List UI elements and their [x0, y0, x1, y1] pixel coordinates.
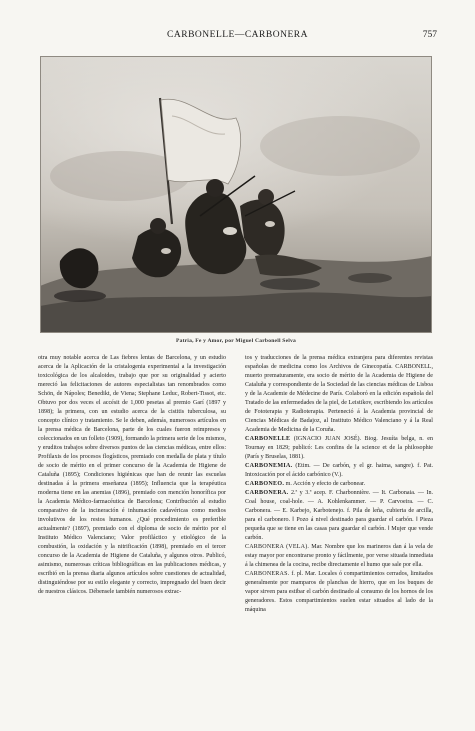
- dictionary-entry: [245, 480, 433, 489]
- entry-headword: CARBONERA (VELA).: [245, 544, 310, 551]
- entry-text: m. Acción y efecto de carbonear.: [284, 481, 366, 488]
- dictionary-entry: [245, 570, 433, 615]
- entry-text: Mar. Nombre que los marineros dan á la vela de estay mayor por encontrarse pronto y fácilmente, por verse situada inmediata á la chimenea de la cocina, recibe directamente el humo que sale por ella.: [245, 544, 433, 569]
- page-number: 757: [422, 30, 437, 40]
- body-paragraph: tos y traducciones de la prensa médica extranjera para diferentes revistas españolas de medicina como los Archivos de Ginecopatía. CARBONELL, muerto prematuramente, era socio de mérito de la Academia de Higiene de Cataluña y correspondiente de la Sociedad de las ciencias médicas de Lisboa y de la Academie de Médecine de París. Colaboró en la edición española del Tratado de las enfermedades de la piel, de Leistikov, escribiendo los artículos de Fototerapia y Radioterapia. Perteneció á la Academia provincial de Ciencias Médicas de Badajoz, al Instituto Médico Valenciano y á la Real Academia de Medicina de la Coruña.: [245, 355, 433, 434]
- running-title: CARBONELLE—CARBONERA: [167, 30, 308, 40]
- entry-headword: CARBONEMIA.: [245, 463, 293, 470]
- entry-text: (Etim. — De carbón, y el gr. haima, sangre). f. Pat. Intoxicación por el ácido carbónico (V.).: [245, 463, 433, 479]
- entry-headword: CARBONERAS.: [245, 571, 290, 578]
- entry-text: (IGNACIO JUAN JOSÉ). Biog. Jesuíta belga, n. en Tournay en 1829; publicó: Les confins de la science et de la philosophie (París y Bruselas, 1881).: [245, 436, 433, 461]
- dictionary-entry: [245, 543, 433, 570]
- entry-text: 2.ª y 3.ª acep. F. Charbonnière. — It. Carbonaia. — In. Coal house, coal-hole. — A. Kohlenkammer. — P. Carvoeira. — C. Carbonera. — E. Karbejo, Karbotenejo. f. Pila de leña, cubierta de arcilla, para el carbonero. ‖ Pozo á nivel destinado para guardar el carbón. ‖ Pieza pequeña que se tiene en las casas para guardar el carbón. ‖ Mujer que vende carbón.: [245, 490, 433, 542]
- dictionary-entry: [245, 462, 433, 480]
- dictionary-entry: [245, 435, 433, 462]
- entry-headword: CARBONELLE: [245, 436, 291, 443]
- dictionary-entry: [245, 489, 433, 543]
- body-paragraph: otra muy notable acerca de Las fiebres lentas de Barcelona, y un estudio acerca de la Aplicación de la cristalogenia experimental a la investigación toxicológica de los alcaloides, trabajo que por su originalidad y acierto mereció las felicitaciones de autores especialistas tan renombrados como Schön, de Nápoles; Benedikt, de Viena; Stephane Leduc, Robert-Tissot, etc. Obtuvo por dos veces el accésit de 1,000 pesetas al premio Garí (1897 y 1898); la primera, con un estudio acerca de la cistitis tuberculosa, su concepto clínico y tratamiento. Se le deben, además, numerosos artículos en la prensa médica de Barcelona, parte de los cuales fueron reimpresos y coleccionados en un folleto (1909), formando la primera serie de los mismos, y eruditos trabajos sobre diversos puntos de las ciencias médicas, entre ellos: Profilaxis de los procesos flogísticos, premiado con medalla de plata y título de socio de mérito en el primer concurso de la Academia de Higiene de Cataluña (1895); Condiciones higiénicas que han de reunir las escuelas destinadas á la primera enseñanza (1895); Influencia que la terapéutica moderna tiene en las anemias (1896), premiado con mención honorífica por la Academia Médico-farmacéutica de Barcelona; Contribución al estudio comparativo de la incineración é inhumación cadavéricas como medios involutivos de los restos humanos. ¿Qué procedimiento es preferible actualmente? (1897), premiado con el diploma de socio de mérito por el Instituto Médico Valenciano; Valor profiláctico y etiológico de la combustión, la oxidación y la nitrificación (1898), premiado en el tercer concurso de la Academia de Higiene de Cataluña, y algunos otros. Publicó, asimismo, numerosas críticas bibliográficas en las publicaciones médicas, y escribió en la prensa diaria algunos artículos sobre cuestiones de actualidad, distinguiéndose por su estilo elegante y correcto, impregnado del buen decir de nuestros clásicos. Débensele también numerosos extrac-: [38, 355, 226, 596]
- figure-caption: Patria, Fe y Amor, por Miguel Carbonell Selva: [175, 338, 297, 344]
- left-column: [38, 354, 226, 597]
- painting-illustration: [40, 56, 432, 333]
- entry-text: f. pl. Mar. Locales ó compartimientos cerrados, limitados generalmente por mamparos de planchas de hierro, que en los buques de vapor sirven para estibar el carbón destinado al consumo de los hornos de los generadores. Estos compartimientos suelen estar situados al lado de la máquina: [245, 571, 433, 614]
- entry-headword: CARBONERA.: [245, 490, 289, 497]
- entry-headword: CARBONEO.: [245, 481, 285, 488]
- painting-scene-icon: [40, 56, 432, 333]
- right-column: [245, 354, 433, 615]
